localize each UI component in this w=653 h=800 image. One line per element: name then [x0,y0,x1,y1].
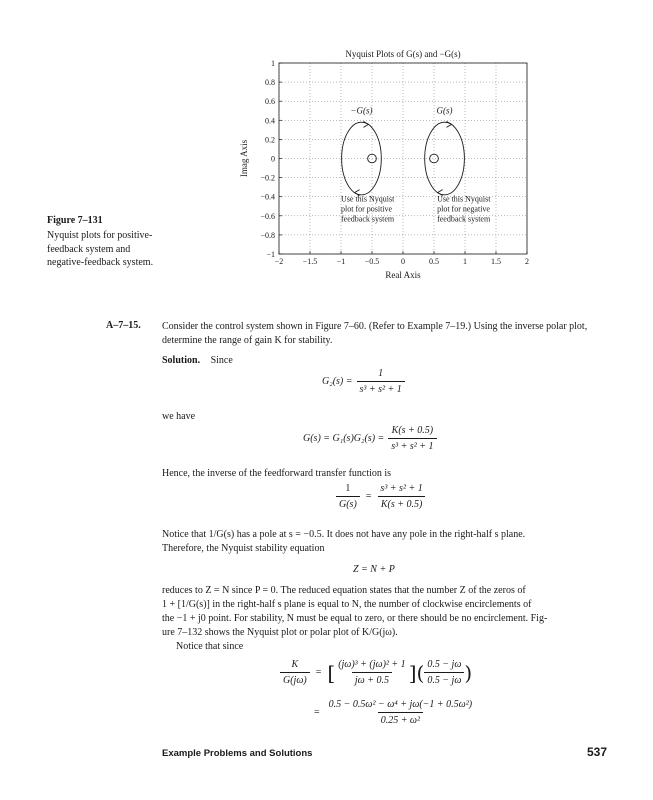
equation-g [303,425,437,452]
x-axis-label: Real Axis [385,270,421,280]
y-tick-label: −0.6 [260,211,275,221]
eq-kg-b2-den: 0.5 − jω [424,672,464,686]
eq-kg-b2-num: 0.5 − jω [427,659,462,670]
y-tick-label: −0.4 [260,192,275,202]
eq-kg-b2-fraction [424,659,464,686]
eq-g2-lhs: G₂(s) = [322,376,353,387]
eq-kg-lhs-den: G(jω) [280,672,310,686]
y-tick-label: −0.2 [260,173,275,183]
reduces-line-2: 1 + [1/G(s)] in the right-half s plane is equal to N, the number of clockwise encirclements of [162,599,532,610]
x-tick-label: 1 [463,257,467,266]
figure-caption-text: Nyquist plots for positive-feedback system and negative-feedback system. [47,230,154,268]
notice-since-text: Notice that since [176,641,244,652]
annotation-line: feedback system [341,214,395,224]
eq-inv-fraction [377,483,425,510]
eq-inv-lhs-den: G(s) [336,496,360,510]
y-tick-label: 0.8 [265,78,275,88]
eq-inv-den: K(s + 0.5) [378,496,425,510]
hence-text: Hence, the inverse of the feedforward transfer function is [162,468,392,479]
annotation-line: plot for negative [437,204,490,214]
y-tick-label: 0 [271,154,275,164]
eq-kg-lhs-num: K [291,659,299,670]
eq-g2-num: 1 [378,368,384,379]
y-tick-label: 0.2 [265,135,275,145]
eq-g-num: K(s + 0.5) [391,425,434,436]
eq-inv-num: s³ + s² + 1 [380,483,423,494]
eq-g-fraction [388,425,436,452]
annotation-line: feedback system [437,214,491,224]
y-axis-label: Imag Axis [239,139,249,178]
y-tick-label: 1 [271,59,275,68]
y-tick-label: −0.8 [260,230,275,240]
x-tick-label: 0 [401,257,405,266]
eq-inv-lhs-num: 1 [345,483,351,494]
page-number: 537 [587,745,608,759]
equation-kg-line1: $\frac{K}{G(j\omega)}$ = [ $\frac{\text{(jω)³ + (jω)² + 1}}{j\omega + 0.5}$ ] ( $\frac{0.5 - j\omega}{0.5 - j\omega}$ ) [280,659,472,686]
series-label-negative-g: −G(s) [350,105,373,116]
problem-statement: Consider the control system shown in Figure 7–60. (Refer to Example 7–19.) Using the inverse polar plot, determine the range of gain K for stability. [162,321,588,346]
x-tick-label: 2 [525,257,529,266]
x-tick-label: 0.5 [429,257,439,266]
eq-kg-b1-fraction [335,659,409,686]
eq-kg-r2-fraction [326,699,475,726]
eq-kg-equals-1: = [315,667,322,678]
equation-g2 [322,368,405,395]
small-loop [430,154,439,163]
eq-kg-b1-den: jω + 0.5 [352,672,392,686]
reduces-line-3: the −1 + j0 point. For stability, N must be equal to zero, or there should be no encirclement. Fig- [162,613,548,624]
y-tick-label: −1 [266,250,275,259]
series-label-g: G(s) [436,105,453,116]
eq-g2-den: s³ + s² + 1 [357,381,405,395]
since-text: Since [210,355,233,366]
x-tick-label: −0.5 [364,257,380,266]
eq-inv-lhs-fraction [336,483,360,510]
x-tick-label: −1 [336,257,346,266]
eq-kg-lhs-fraction [280,659,310,686]
annotation-line: plot for positive [341,204,393,214]
reduces-line-4: ure 7–132 shows the Nyquist plot or polar plot of K/G(jω). [162,627,398,638]
notice-pole-text: Notice that 1/G(s) has a pole at s = −0.5. It does not have any pole in the right-half s plane. [162,529,526,540]
stability-equation: Z = N + P [353,564,395,575]
equation-kg-line2 [314,699,475,726]
eq-g2-fraction [357,368,405,395]
x-tick-label: −2 [274,257,284,266]
footer-section-title: Example Problems and Solutions [162,748,313,759]
eq-kg-r2-den: 0.25 + ω² [378,712,423,726]
x-tick-label: 1.5 [491,257,501,266]
reduces-line-1: reduces to Z = N since P = 0. The reduced equation states that the number Z of the zeros of [162,585,526,596]
y-tick-label: 0.4 [265,116,275,126]
we-have-text: we have [162,411,196,422]
annotation-line: Use this Nyquist [341,194,395,204]
therefore-text: Therefore, the Nyquist stability equation [162,543,325,554]
annotation-line: Use this Nyquist [437,194,491,204]
eq-g-den: s³ + s² + 1 [388,438,436,452]
figure-caption-label: Figure 7–131 [47,215,103,226]
problem-label: A–7–15. [106,320,141,331]
solution-label: Solution. [162,355,201,366]
eq-inv-equals: = [365,491,372,502]
eq-kg-equals-2: = [314,707,320,718]
y-tick-label: 0.6 [265,97,275,107]
solution-line [162,354,233,368]
chart-title: Nyquist Plots of G(s) and −G(s) [345,49,461,59]
eq-kg-r2-num: 0.5 − 0.5ω² − ω⁴ + jω(−1 + 0.5ω²) [328,699,473,710]
x-tick-label: −1.5 [302,257,318,266]
direction-arrow-top [363,121,368,127]
equation-inverse [336,483,426,510]
eq-g-lhs: G(s) = G₁(s)G₂(s) = [303,433,385,444]
direction-arrow-top [446,121,451,127]
eq-kg-b1-num: (jω)³ + (jω)² + 1 [338,659,406,670]
